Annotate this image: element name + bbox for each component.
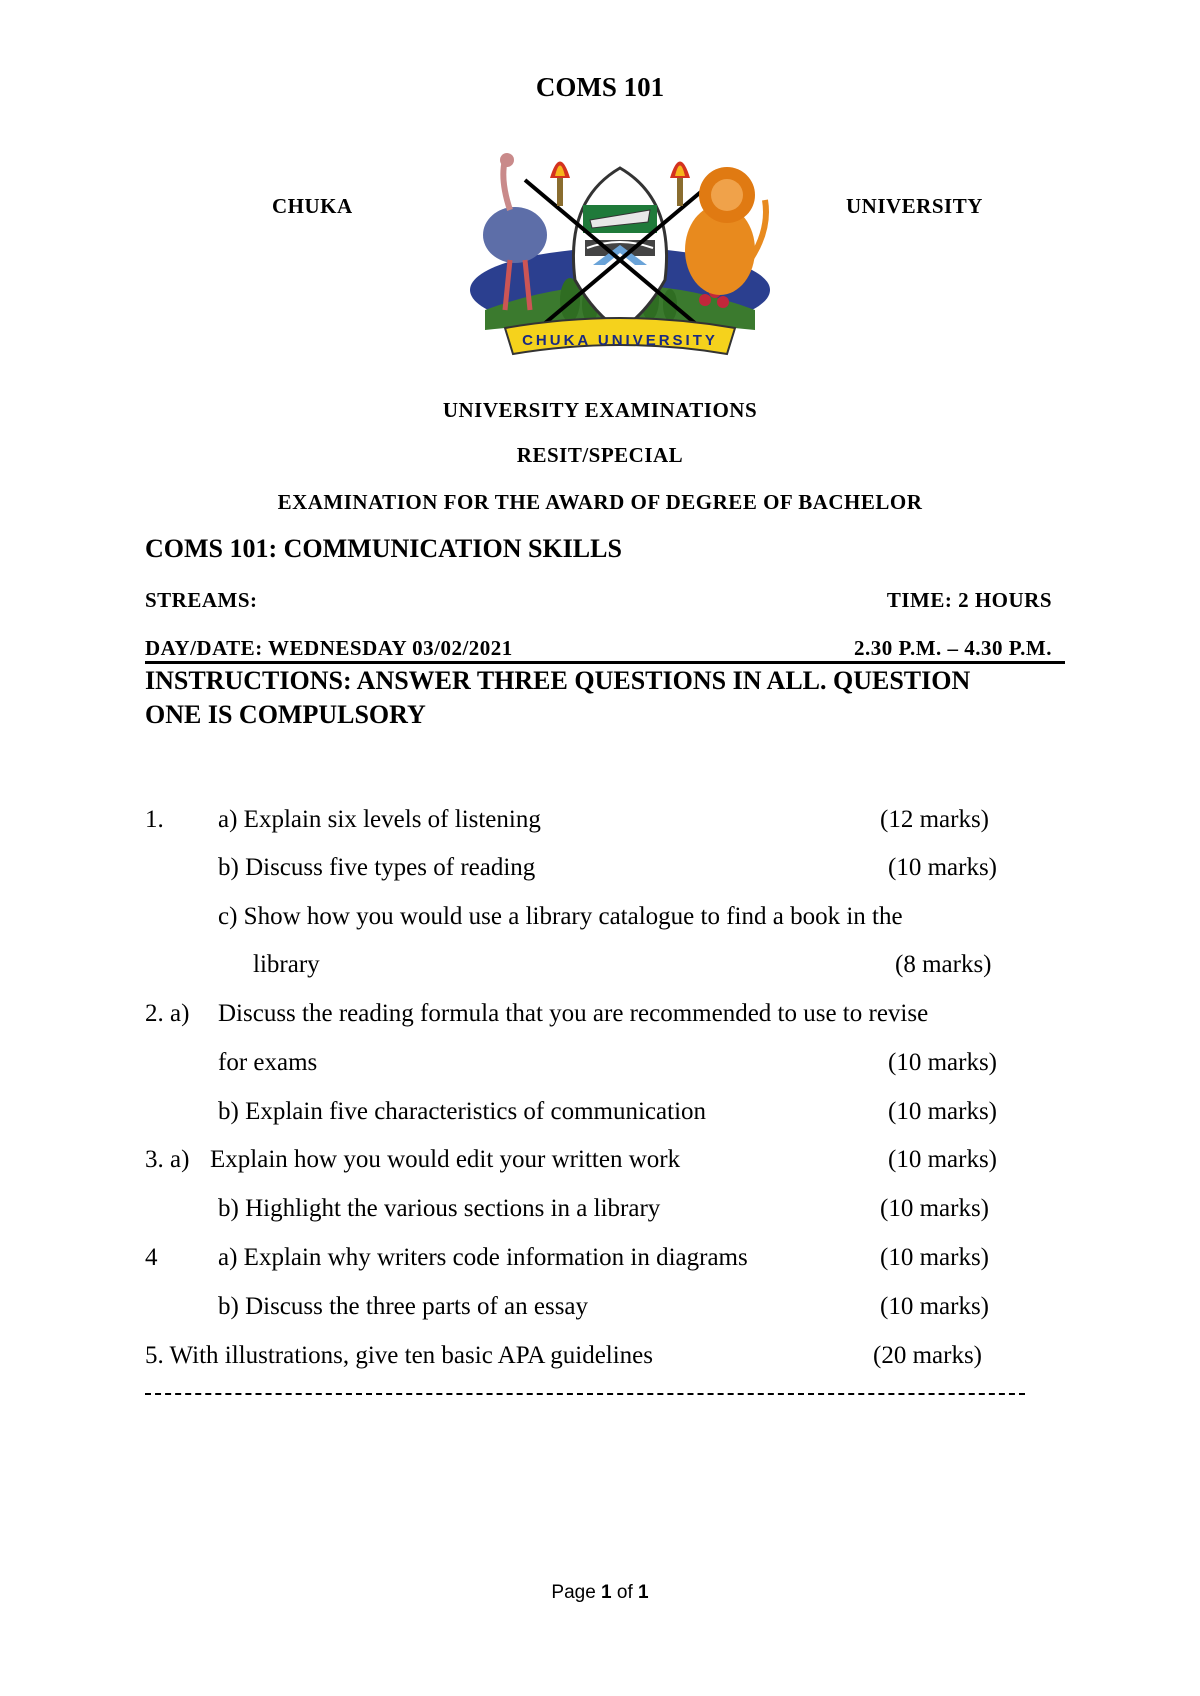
question-text: for exams: [218, 1049, 318, 1076]
header-divider: [145, 661, 1065, 664]
question-text: library: [253, 951, 320, 978]
question-text: b) Discuss the three parts of an essay: [218, 1293, 589, 1320]
question-marks: (8 marks): [895, 951, 992, 978]
question-number: 4: [145, 1244, 158, 1271]
question-marks: (10 marks): [880, 1293, 989, 1320]
question-text: b) Discuss five types of reading: [218, 854, 536, 881]
page-footer: [0, 1582, 1200, 1604]
day-date: DAY/DATE: WEDNESDAY 03/02/2021: [145, 636, 513, 660]
university-crest-logo: [465, 140, 775, 368]
page-of: of: [611, 1582, 639, 1603]
time-label: TIME: 2 HOURS: [886, 588, 1052, 612]
question-text: b) Highlight the various sections in a library: [218, 1195, 661, 1222]
question-marks: (10 marks): [888, 1098, 997, 1125]
end-divider: [145, 1393, 1025, 1395]
question-text: Explain how you would edit your written work: [210, 1146, 681, 1173]
streams-label: STREAMS:: [145, 588, 258, 612]
crest-banner-text: CHUKA UNIVERSITY: [522, 332, 718, 349]
course-title: COMS 101: COMMUNICATION SKILLS: [145, 534, 622, 563]
exam-title-line2: RESIT/SPECIAL: [516, 443, 684, 467]
question-marks: (10 marks): [888, 1146, 997, 1173]
instructions-line1: INSTRUCTIONS: ANSWER THREE QUESTIONS IN ALL. QUESTION: [145, 666, 971, 695]
page-total: 1: [638, 1582, 649, 1603]
page-header-course-code: COMS 101: [535, 72, 665, 102]
page-number: 1: [601, 1582, 612, 1603]
time-range: 2.30 P.M. – 4.30 P.M.: [854, 636, 1052, 660]
question-marks: (10 marks): [880, 1195, 989, 1222]
question-text: b) Explain five characteristics of communication: [218, 1098, 707, 1125]
question-text: a) Explain six levels of listening: [218, 806, 541, 833]
question-marks: (10 marks): [888, 854, 997, 881]
exam-title-line3: EXAMINATION FOR THE AWARD OF DEGREE OF BACHELOR: [277, 490, 923, 514]
question-marks: (10 marks): [888, 1049, 997, 1076]
question-marks: (12 marks): [880, 806, 989, 833]
question-text: Discuss the reading formula that you are recommended to use to revise: [218, 1000, 929, 1027]
question-text: 5. With illustrations, give ten basic APA guidelines: [145, 1342, 654, 1369]
instructions-line2: ONE IS COMPULSORY: [145, 700, 426, 729]
question-marks: (20 marks): [873, 1342, 982, 1369]
question-text: a) Explain why writers code information in diagrams: [218, 1244, 748, 1271]
question-marks: (10 marks): [880, 1244, 989, 1271]
question-number: 3. a): [145, 1146, 190, 1173]
exam-title-line1: UNIVERSITY EXAMINATIONS: [442, 398, 758, 422]
question-number: 1.: [145, 806, 164, 833]
header-left-word: CHUKA: [272, 194, 353, 218]
question-text: c) Show how you would use a library catalogue to find a book in the: [218, 903, 903, 930]
page-prefix: Page: [551, 1582, 602, 1603]
header-right-word: UNIVERSITY: [846, 194, 983, 218]
question-number: 2. a): [145, 1000, 190, 1027]
